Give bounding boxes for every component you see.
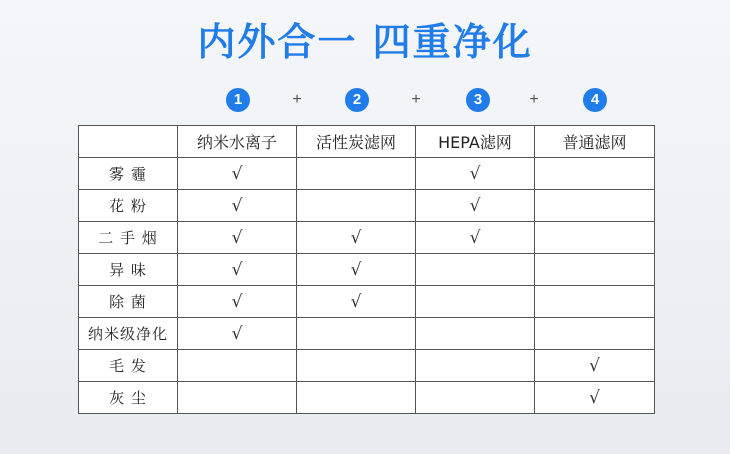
check-mark-icon: √ — [231, 163, 243, 184]
table-row — [79, 158, 655, 190]
row-label: 二 手 烟 — [79, 222, 178, 254]
table-row — [79, 286, 655, 318]
table-cell — [178, 222, 297, 254]
step-1-badge: 1 — [226, 88, 250, 112]
table-cell — [416, 286, 535, 318]
check-mark-icon: √ — [350, 259, 362, 280]
check-mark-icon: √ — [350, 291, 362, 312]
table-header-row — [79, 126, 655, 158]
table-cell — [416, 190, 535, 222]
check-mark-icon: √ — [469, 163, 481, 184]
plus-sign: + — [529, 91, 539, 108]
table-row — [79, 318, 655, 350]
table-body — [79, 158, 655, 414]
check-mark-icon: √ — [231, 195, 243, 216]
step-3-badge: 3 — [466, 88, 490, 112]
table-cell — [178, 254, 297, 286]
table-row — [79, 254, 655, 286]
table-cell — [416, 158, 535, 190]
table-row — [79, 382, 655, 414]
row-label: 异 味 — [79, 254, 178, 286]
table-cell — [416, 222, 535, 254]
filter-steps — [0, 88, 730, 118]
check-mark-icon: √ — [231, 259, 243, 280]
check-mark-icon: √ — [589, 387, 600, 408]
table-cell — [535, 318, 655, 350]
check-mark-icon: √ — [350, 227, 362, 248]
table-cell — [416, 350, 535, 382]
table-cell — [535, 190, 655, 222]
column-header-nano-water-ion: 纳米水离子 — [178, 126, 297, 158]
row-label: 除 菌 — [79, 286, 178, 318]
check-mark-icon: √ — [589, 355, 600, 376]
row-label: 灰 尘 — [79, 382, 178, 414]
table-cell — [178, 190, 297, 222]
row-label: 雾 霾 — [79, 158, 178, 190]
table-cell — [297, 382, 416, 414]
table-cell — [535, 286, 655, 318]
table-cell — [535, 254, 655, 286]
check-mark-icon: √ — [469, 195, 481, 216]
table-cell — [297, 222, 416, 254]
table-row — [79, 350, 655, 382]
table-cell — [178, 318, 297, 350]
table-cell — [535, 158, 655, 190]
check-mark-icon: √ — [231, 227, 243, 248]
check-mark-icon: √ — [469, 227, 481, 248]
table-cell — [416, 254, 535, 286]
check-mark-icon: √ — [231, 291, 243, 312]
table-cell — [178, 286, 297, 318]
page-title: 内外合一 四重净化 — [197, 20, 533, 64]
table-cell — [297, 318, 416, 350]
column-header-regular-filter: 普通滤网 — [535, 126, 655, 158]
table-cell — [297, 190, 416, 222]
table-row — [79, 190, 655, 222]
table-cell — [416, 382, 535, 414]
plus-sign: + — [411, 91, 421, 108]
column-header-hepa-filter: HEPA滤网 — [416, 126, 535, 158]
table-cell — [297, 158, 416, 190]
step-2-badge: 2 — [345, 88, 369, 112]
row-label: 纳米级净化 — [79, 318, 178, 350]
corner-header-cell — [79, 126, 178, 158]
table-cell — [178, 382, 297, 414]
table-cell — [535, 382, 655, 414]
plus-sign: + — [292, 91, 302, 108]
step-4-badge: 4 — [583, 88, 607, 112]
table-cell — [535, 350, 655, 382]
table-cell — [178, 350, 297, 382]
table-cell — [416, 318, 535, 350]
table-cell — [178, 158, 297, 190]
row-label: 毛 发 — [79, 350, 178, 382]
table-row — [79, 222, 655, 254]
table-cell — [297, 350, 416, 382]
table-cell — [297, 254, 416, 286]
column-header-activated-carbon-filter: 活性炭滤网 — [297, 126, 416, 158]
purification-comparison-table — [78, 125, 655, 414]
row-label: 花 粉 — [79, 190, 178, 222]
table-cell — [535, 222, 655, 254]
table-cell — [297, 286, 416, 318]
check-mark-icon: √ — [231, 323, 243, 344]
